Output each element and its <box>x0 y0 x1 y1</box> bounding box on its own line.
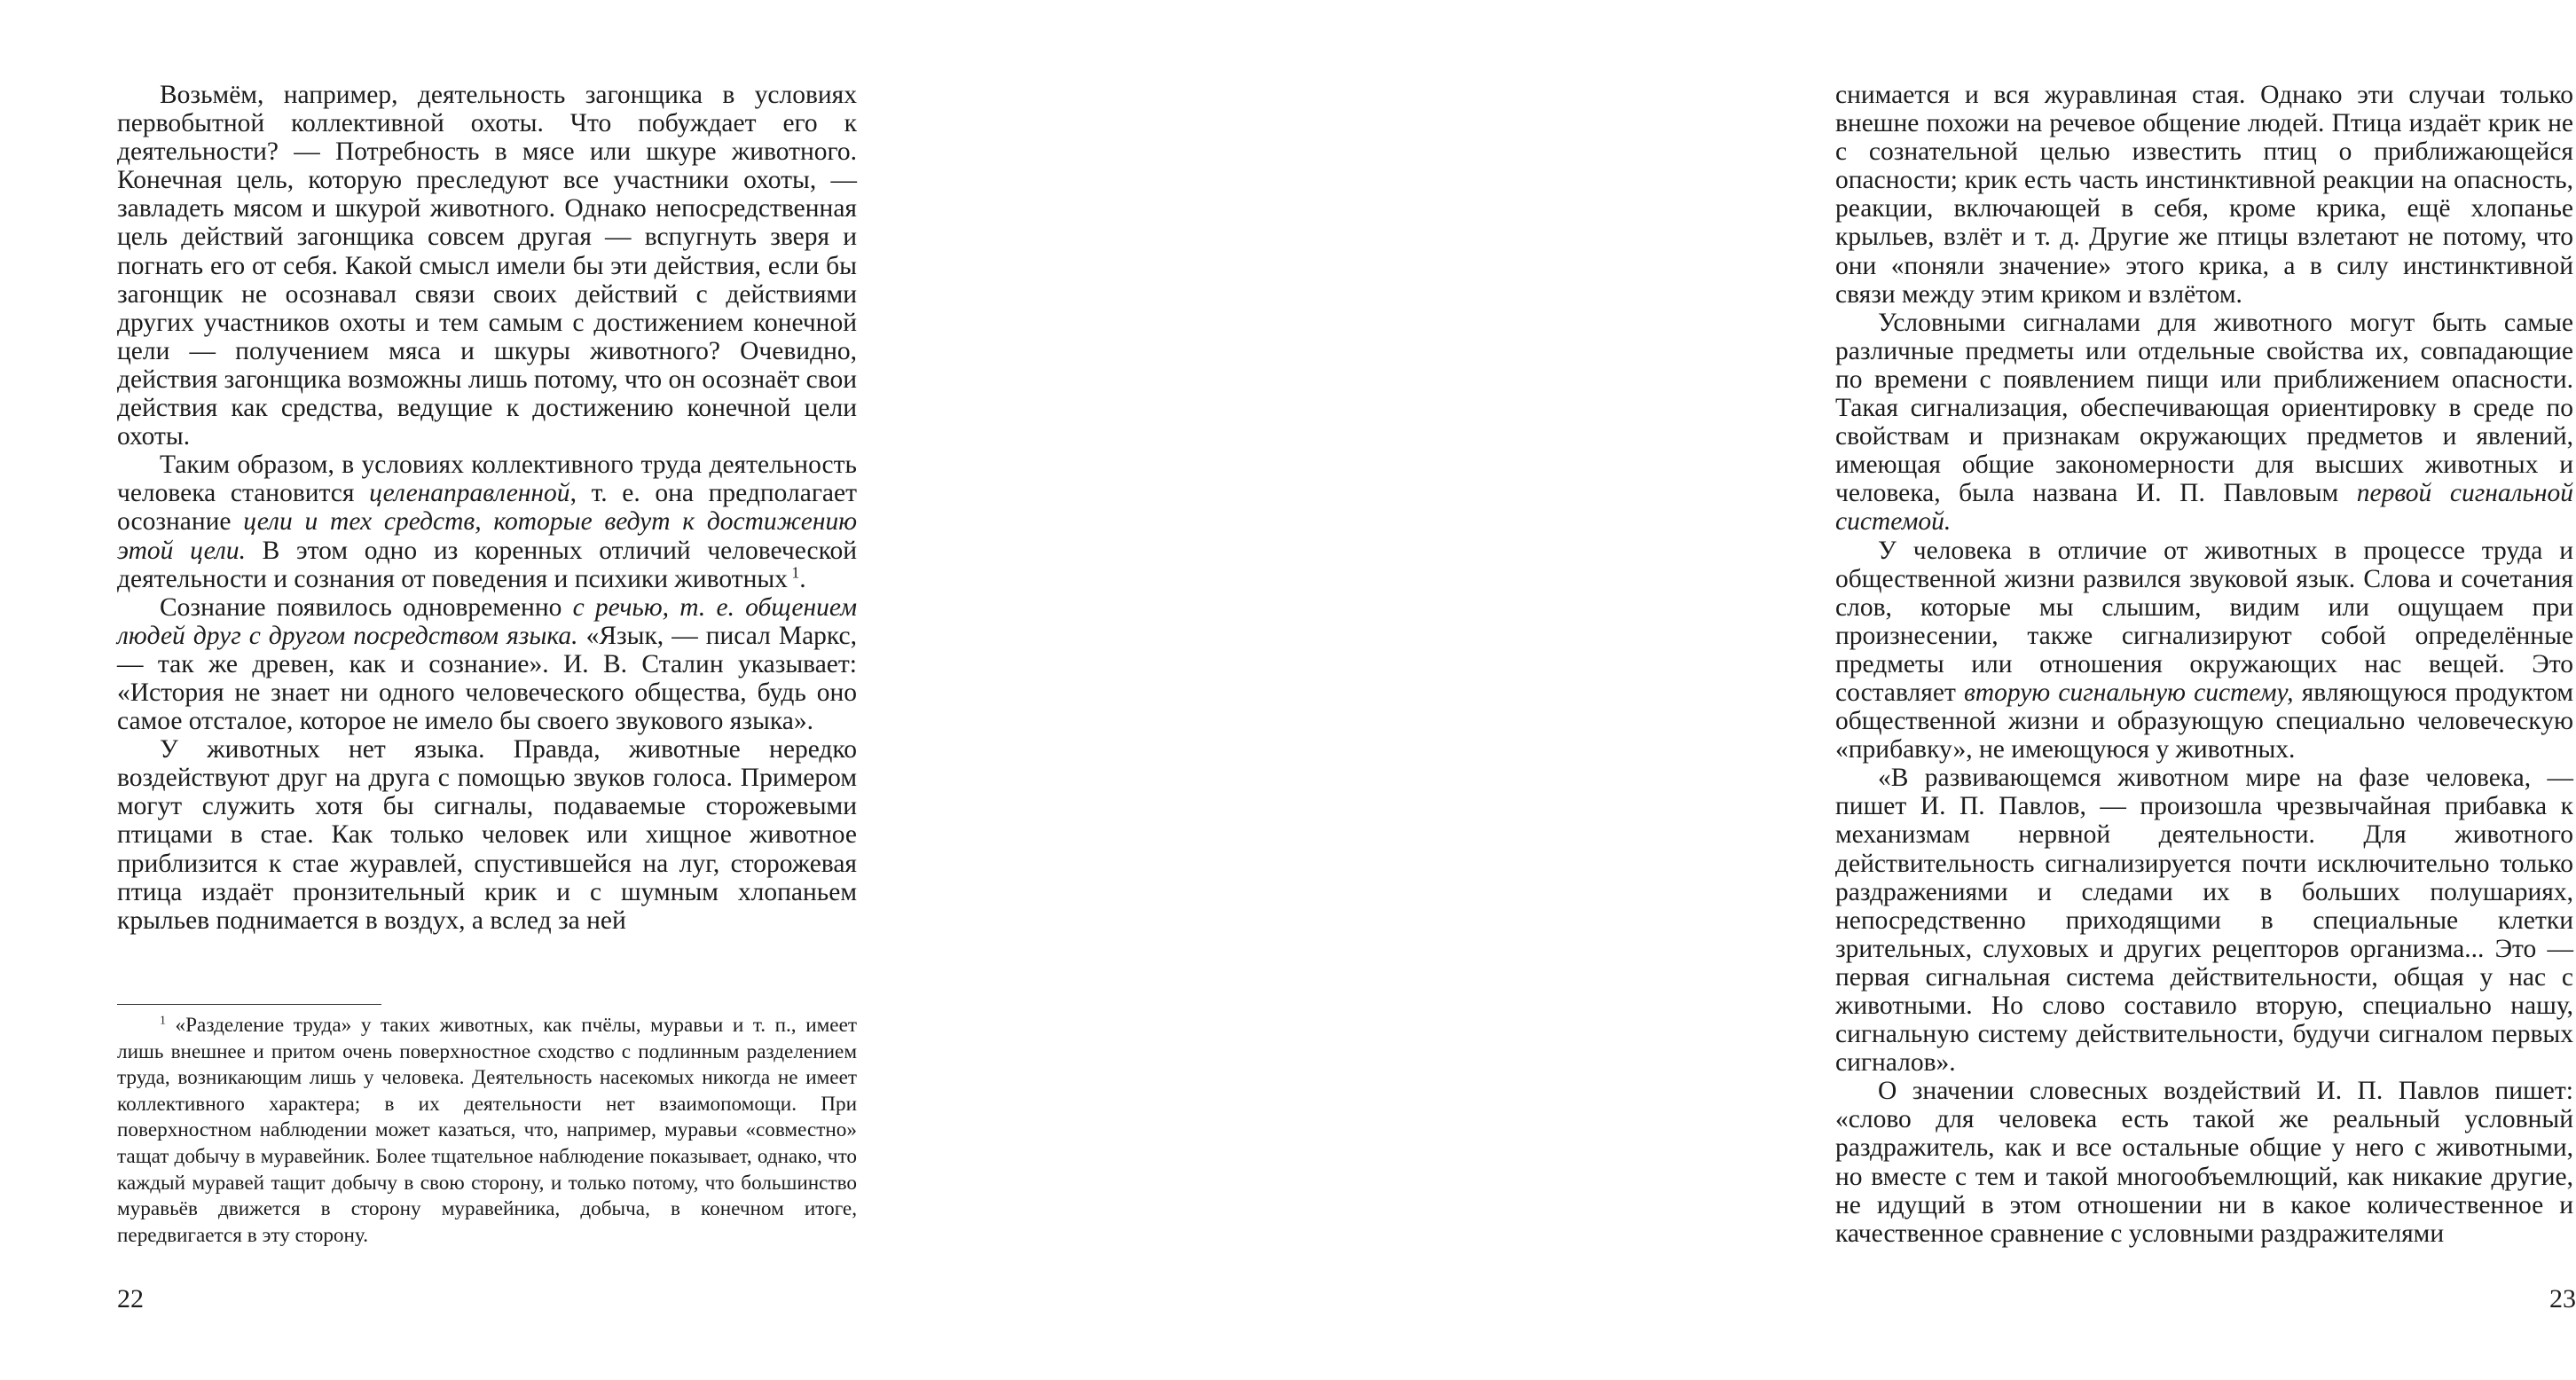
footnote-divider <box>117 1004 381 1005</box>
paragraph: Возьмём, например, деятельность загонщика в условиях первобытной коллективной охоты. Что побуждает его к деятельности? — Потребность в мясе или шкуре животного. Конечная цель, которую преследуют все участники охоты, — завладеть мясом и шкурой животного. Однако непосредственная цель действий загонщика совсем другая — вспугнуть зверя и погнать его от себя. Какой смысл имели бы эти действия, если бы загонщик не осознавал связи своих действий с действиями других участников охоты и тем самым с достижением конечной цели — получением мяса и шкуры животного? Очевидно, действия загонщика возможны лишь потому, что он осознаёт свои действия как средства, ведущие к достижению конечной цели охоты. <box>117 81 857 451</box>
footnote: $^1$ «Разделение труда» у таких животных, как пчёлы, муравьи и т. п., имеет лишь внешнее и притом очень поверхностное сходство с подлинным разделением труда, возникающим лишь у человека. Деятельность насекомых никогда не имеет коллективного характера; в их деятельности нет взаимопомощи. При поверхностном наблюдении может казаться, что, например, муравьи «совместно» тащат добычу в муравейник. Более тщательное наблюдение показывает, однако, что каждый муравей тащит добычу в свою сторону, и только потому, что большинство муравьёв движется в сторону муравейника, добыча, в конечном итоге, передвигается в эту сторону. <box>117 1014 857 1247</box>
paragraph: Таким образом, в условиях коллективного труда деятельность человека становится целенаправленной, т. е. она предполагает осознание цели и тех средств, которые ведут к достижению этой цели. В этом одно из коренных отличий человеческой деятельности и сознания от поведения и психики животных $^1$. <box>117 451 858 593</box>
paragraph: Условными сигналами для животного могут быть самые различные предметы или отдельные свойства их, совпадающие по времени с появлением пищи или приближением опасности. Такая сигнализация, обеспечивающая ориентировку в среде по свойствам и признакам окружающих предметов и явлений, имеющая общие закономерности для высших животных и человека, была названа И. П. Павловым первой сигнальной системой. <box>1835 308 2574 537</box>
footnote-mark: 1 <box>160 1014 166 1028</box>
page-number: 22 <box>117 1284 144 1313</box>
italic-term: вторую сигнальную систему, <box>1964 678 2294 707</box>
footnote-reference: 1 <box>791 562 800 581</box>
paragraph: «В развивающемся животном мире на фазе человека, — пишет И. П. Павлов, — произошла чрезвычайная прибавка к механизмам нервной деятельности. Для животного действительность сигнализируется почти исключительно только раздражениями и следами их в больших полушариях, непосредственно приходящими в специальные клетки зрительных, слуховых и других рецепторов организма... Это — первая сигнальная система действительности, общая у нас с животными. Но слово составило вторую, специально нашу, сигнальную систему действительности, будучи сигналом первых сигналов». <box>1835 764 2573 1078</box>
right-page <box>887 0 2576 1380</box>
left-page-body <box>117 81 857 935</box>
italic-term: цели и тех средств, которые ведут к достижению этой цели. <box>117 507 858 565</box>
paragraph: Сознание появилось одновременно с речью, т. е. общением людей друг с другом посредством языка. «Язык, — писал Маркс, — так же древен, как и сознание». И. В. Сталин указывает: «История не знает ни одного человеческого общества, будь оно самое отсталое, которое не имело бы своего звукового языка». <box>117 592 858 736</box>
paragraph: У человека в отличие от животных в процессе труда и общественной жизни развился звуковой язык. Слова и сочетания слов, которые мы слышим, видим или ощущаем при произнесении, также сигнализируют собой определённые предметы или отношения окружающих нас вещей. Это составляет вторую сигнальную систему, являющуюся продуктом общественной жизни и образующую специально человеческую «прибавку», не имеющуюся у животных. <box>1835 536 2574 764</box>
left-page <box>0 0 887 1380</box>
paragraph: снимается и вся журавлиная стая. Однако эти случаи только внешне похожи на речевое общение людей. Птица издаёт крик не с сознательной целью известить птиц о приближающейся опасности; крик есть часть инстинктивной реакции на опасность, реакции, включающей в себя, кроме крика, ещё хлопанье крыльев, взлёт и т. д. Другие же птицы взлетают не потому, что они «поняли значение» этого крика, а в силу инстинктивной связи между этим криком и взлётом. <box>1835 81 2573 309</box>
page-number: 23 <box>2549 1284 2576 1313</box>
italic-term: первой сигнальной системой. <box>1835 479 2574 537</box>
right-page-body <box>1835 81 2573 1248</box>
italic-term: с речью, т. е. общением людей друг с другом посредством языка. <box>117 592 858 650</box>
italic-term: целенаправленной <box>369 479 570 508</box>
paragraph: О значении словесных воздействий И. П. Павлов пишет: «слово для человека есть такой же реальный условный раздражитель, как и все остальные общие у него с животными, но вместе с тем и такой многообъемлющий, как никакие другие, не идущий в этом отношении ни в какое количественное и качественное сравнение с условными раздражителями <box>1835 1077 2573 1248</box>
paragraph: У животных нет языка. Правда, животные нередко воздействуют друг на друга с помощью звуков голоса. Примером могут служить хотя бы сигналы, подаваемые сторожевыми птицами в стае. Как только человек или хищное животное приблизится к стае журавлей, спустившейся на луг, сторожевая птица издаёт пронзительный крик и с шумным хлопаньем крыльев поднимается в воздух, а вслед за ней <box>117 735 857 935</box>
